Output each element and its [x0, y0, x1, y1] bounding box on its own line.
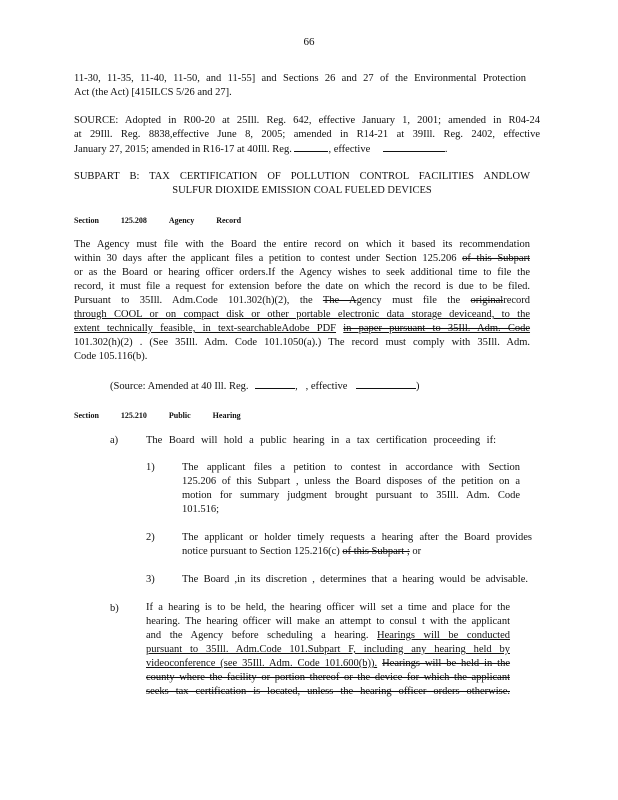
- item-1-line-4: 101.516;: [182, 504, 220, 515]
- item-3-text: The Board ,in its discretion , determines that a hearing would be advisable.: [182, 574, 528, 585]
- subpart-heading-line-2: SULFUR DIOXIDE EMISSION COAL FUELED DEVICES: [172, 185, 432, 196]
- item-b-line-3: [146, 629, 510, 643]
- item-b-text: [146, 601, 510, 699]
- source1-line-3a: January 27, 2015; amended in R16-17 at 40Ill. Reg.: [74, 144, 292, 155]
- item-b-line-4: pursuant to 35Ill. Adm.Code 101.Subpart F, including any hearing held by: [146, 644, 510, 655]
- item-2-text: [182, 531, 532, 559]
- source1-date-blank: [383, 142, 445, 152]
- p208-line-4: record, it must file a request for extension before the date on which the record is due to be filed.: [74, 281, 530, 292]
- section-210-heading: [74, 409, 263, 422]
- section-208-number: 125.208: [120, 216, 147, 225]
- item-3-label: 3): [146, 574, 155, 585]
- item-a-label: a): [110, 435, 119, 446]
- p208-underline-pdf: extent technically feasible, in text-searchableAdobe PDF: [74, 323, 337, 334]
- item-b-underline-video: videoconference (see 35Ill. Adm. Code 101.600(b)).: [146, 658, 378, 669]
- section-208-title-b: Record: [216, 216, 242, 225]
- item-1-line-3: motion for summary judgment brought pursuant to 35Ill. Adm. Code: [182, 490, 520, 501]
- p208-line-3: or as the Board or hearing officer orders.If the Agency wishes to seek additional time to file the: [74, 267, 530, 278]
- p208-line-1: The Agency must file with the Board the entire record on which it based its recommendation: [74, 239, 530, 250]
- item-b-label: b): [110, 603, 119, 614]
- section-208-label: Section: [74, 216, 99, 225]
- item-1-line-2: 125.206 of this Subpart , unless the Board disposes of the petition on a: [182, 476, 520, 487]
- source1-line-3b: , effective: [328, 144, 371, 155]
- p208-line-8: 101.302(h)(2) . (See 35Ill. Adm. Code 101.1050(a).) The record must comply with 35Ill. Adm.: [74, 337, 530, 348]
- section-210-title-b: Hearing: [212, 411, 241, 420]
- p208-strike-original: original: [470, 295, 504, 306]
- item-1-label: 1): [146, 462, 155, 473]
- p208-line-7: [74, 322, 530, 336]
- source-note-2: (Source: Amended at 40 Ill. Reg. , , effective ): [110, 381, 420, 392]
- item-b-line-7: seeks tax certification is located, unless the hearing officer orders otherwise.: [146, 686, 510, 697]
- section-208-paragraph: [74, 238, 530, 364]
- p208-strike-the-a: The A: [322, 295, 357, 306]
- source2-text-b: , effective: [305, 381, 348, 392]
- p208-line-5e: record: [503, 295, 531, 306]
- source1-reg-blank: [294, 142, 328, 152]
- source2-text-c: ): [416, 381, 420, 392]
- item-b-line-1: If a hearing is to be held, the hearing officer will set a time and place for the: [146, 602, 510, 613]
- subpart-heading-line-1: SUBPART B: TAX CERTIFICATION OF POLLUTION CONTROL FACILITIES ANDLOW: [74, 171, 530, 182]
- item-2-line-1: The applicant or holder timely requests a hearing after the Board provides: [182, 532, 532, 543]
- item-b-underline-hearings: Hearings will be conducted: [377, 630, 511, 641]
- item-2-strike-subpart: of this Subpart ;: [342, 546, 410, 557]
- p208-line-2: [74, 252, 530, 266]
- source1-line-2: at 29Ill. Reg. 8838,effective June 8, 2005; amended in R14-21 at 39Ill. Reg. 2402, effective: [74, 129, 540, 140]
- item-2-line-2: [182, 545, 532, 559]
- source1-line-3: January 27, 2015; amended in R16-17 at 40Ill. Reg. , effective .: [74, 144, 448, 155]
- intro-paragraph: [74, 72, 526, 100]
- source2-text-a: (Source: Amended at 40 Ill. Reg.: [110, 381, 249, 392]
- item-b-line-3a: and the Agency before scheduling a hearing.: [146, 630, 369, 641]
- item-b-strike-hearings: Hearings will be held in the: [382, 658, 511, 669]
- item-2-line-2a: notice pursuant to Section 125.216(c): [182, 546, 340, 557]
- p208-line-5c: gency must file the: [356, 295, 461, 306]
- p208-line-9: Code 105.116(b).: [74, 351, 148, 362]
- item-b-line-2: hearing. The hearing officer will make an attempt to consul t with the applicant: [146, 616, 510, 627]
- p208-line-2a: within 30 days after the applicant files a petition to contest under Section 125.206: [74, 253, 457, 264]
- source-note-1: [74, 114, 540, 157]
- item-b-line-5: [146, 657, 510, 671]
- source2-reg-blank: [255, 379, 295, 389]
- p208-line-6: through COOL or on compact disk or other portable electronic data storage deviceand, to the: [74, 309, 530, 320]
- item-a-text: The Board will hold a public hearing in a tax certification proceeding if:: [146, 435, 496, 446]
- section-210-title-a: Public: [168, 411, 191, 420]
- section-210-label: Section: [74, 411, 99, 420]
- section-210-number: 125.210: [120, 411, 147, 420]
- item-1-line-1: The applicant files a petition to contest in accordance with Section: [182, 462, 520, 473]
- item-b-line-6: county where the facility or portion thereof or the device for which the applicant: [146, 672, 510, 683]
- intro-line-2: Act (the Act) [415ILCS 5/26 and 27].: [74, 87, 232, 98]
- section-208-title-a: Agency: [168, 216, 195, 225]
- p208-line-5: [74, 294, 530, 308]
- section-208-heading: [74, 214, 263, 227]
- source2-date-blank: [356, 379, 416, 389]
- p208-strike-subpart: of this Subpart: [462, 253, 530, 264]
- page-number: 66: [303, 36, 315, 48]
- source1-line-1: SOURCE: Adopted in R00-20 at 25Ill. Reg. 642, effective January 1, 2001; amended in R04-24: [74, 115, 540, 126]
- p208-line-5a: Pursuant to 35Ill. Adm.Code 101.302(h)(2), the: [74, 295, 313, 306]
- item-1-text: [182, 461, 520, 517]
- item-2-line-2c: or: [412, 546, 422, 557]
- p208-strike-paper: in paper pursuant to 35Ill. Adm. Code: [343, 323, 531, 334]
- item-2-label: 2): [146, 532, 155, 543]
- intro-line-1: 11-30, 11-35, 11-40, 11-50, and 11-55] and Sections 26 and 27 of the Environmental Protection: [74, 73, 526, 84]
